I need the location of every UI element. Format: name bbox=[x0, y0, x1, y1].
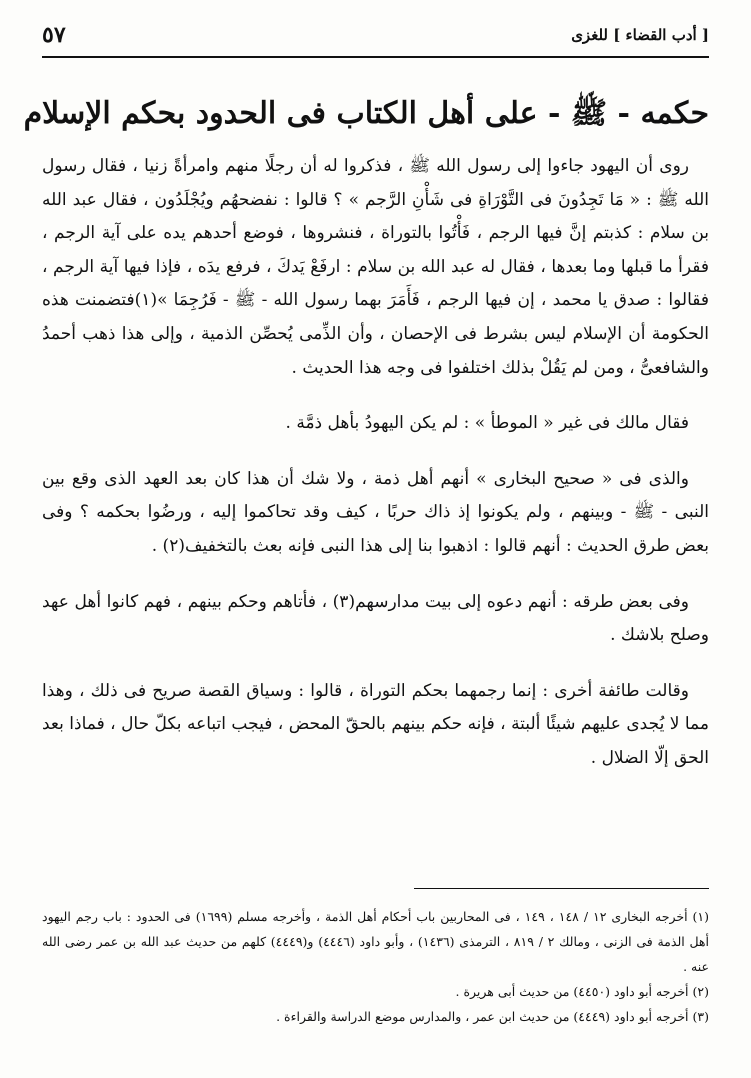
page-number: ٥٧ bbox=[42, 22, 66, 48]
paragraph-malik-opinion: فقال مالك فى غير « الموطأ » : لم يكن اليهودُ بأهل ذمَّة . bbox=[285, 413, 689, 434]
book-page bbox=[23, 0, 710, 1078]
running-head-title: [ أدب القضاء ] للغزى bbox=[571, 26, 709, 44]
paragraph-torah-ruling: وقالت طائفة أخرى : إنما رجمهما بحكم التوراة ، قالوا : وسياق القصة صريح فى ذلك ، وهذا مما لا يُجدى عليهم شيئًا ألبتة ، فإنه حكم بينهم بالحقّ المحض ، فيجب اتباعه بكلّ حال ، فماذا بعد الحق إلّا الضلال . bbox=[42, 680, 709, 768]
paragraph-madaris: وفى بعض طرقه : أنهم دعوه إلى بيت مدارسهم(٣) ، فأتاهم وحكم بينهم ، فهم كانوا أهل عهد وصلح بلاشك . bbox=[42, 591, 709, 646]
running-head bbox=[42, 22, 709, 48]
chapter-title: حكمه - ﷺ - على أهل الكتاب فى الحدود بحكم الإسلام bbox=[23, 96, 709, 132]
footnote-1: (١) أخرجه البخارى ١٢ / ١٤٨ ، ١٤٩ ، فى المحاربين باب أحكام أهل الذمة ، وأخرجه مسلم (١٦٩٩) فى الحدود : باب رجم اليهود أهل الذمة فى الزنى ، ومالك ٢ / ٨١٩ ، الترمذى (١٤٣٦) ، وأبو داود (٤٤٤٦) و(٤٤٤٩) كلهم من حديث عبد الله بن عمر رضى الله عنه . bbox=[42, 909, 709, 974]
body-text bbox=[42, 150, 709, 776]
footnote-3: (٣) أخرجه أبو داود (٤٤٤٩) من حديث ابن عمر ، والمدارس موضع الدراسة والقراءة . bbox=[276, 1009, 709, 1024]
paragraph-hadith-narration: روى أن اليهود جاءوا إلى رسول الله ﷺ ، فذكروا له أن رجلًا منهم وامرأةً زنيا ، فقال رسول الله ﷺ : « مَا تَجِدُونَ فى التَّوْرَاةِ فى شَأْنِ الرَّجم » ؟ قالوا : نفضحهُم ويُجْلَدُون ، فقال عبد الله بن سلام : كذبتم إنَّ فيها الرجم ، فَأْتُوا بالتوراة ، فنشروها ، فوضع أحدهم يده على آية الرجم ، فقرأ ما قبلها وما بعدها ، فقال له عبد الله بن سلام : ارفَعْ يَدكَ ، فرفع يدَه ، فإذا فيها آية الرجم ، فقالوا : صدق يا محمد ، إن فيها الرجم ، فَأَمَرَ بهما رسول الله - ﷺ - فَرُجِمَا »(١)فتضمنت هذه الحكومة أن الإسلام ليس بشرط فى الإحصان ، وأن الذِّمى يُحصِّن الذمية ، وإلى هذا ذهب أحمدُ والشافعىُّ ، ومن لم يَقُلْ بذلك اختلفوا فى وجه هذا الحديث . bbox=[42, 156, 710, 378]
footnotes bbox=[42, 904, 709, 1029]
footnote-separator bbox=[414, 888, 709, 889]
header-rule bbox=[42, 56, 709, 58]
paragraph-bukhari-covenant: والذى فى « صحيح البخارى » أنهم أهل ذمة ، ولا شك أن هذا كان بعد العهد الذى وقع بين النبى - ﷺ - وبينهم ، ولم يكونوا إذ ذاك حربًا ، كيف وقد تحاكموا إليه ، ورضُوا بحكمه ؟ وفى بعض طرق الحديث : أنهم قالوا : اذهبوا بنا إلى هذا النبى فإنه بعث بالتخفيف(٢) . bbox=[42, 468, 709, 556]
footnote-2: (٢) أخرجه أبو داود (٤٤٥٠) من حديث أبى هريرة . bbox=[455, 984, 709, 999]
